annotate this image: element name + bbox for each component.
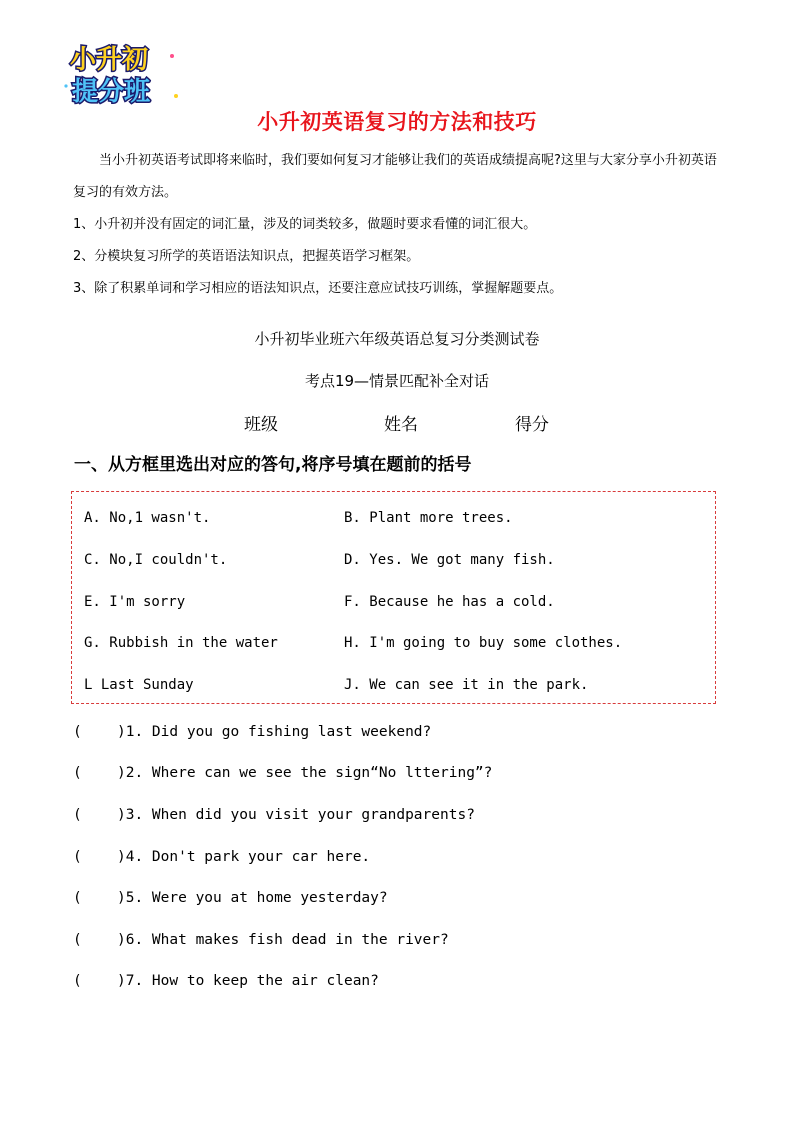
option-f: F. Because he has a cold. [344,594,555,610]
question-text-2: )2. Where can we see the sign“No lttering”? [117,765,493,781]
name-label: 姓名 [384,415,418,435]
answer-blank-1[interactable]: ( [73,724,82,740]
option-e: E. I'm sorry [84,594,186,610]
answer-blank-7[interactable]: ( [73,973,82,989]
question-text-7: )7. How to keep the air clean? [117,973,379,989]
option-h: H. I'm going to buy some clothes. [344,635,623,651]
logo-text-line1: 小升初 [70,45,149,75]
question-text-3: )3. When did you visit your grandparents? [117,807,475,823]
answer-blank-6[interactable]: ( [73,932,82,948]
option-b: B. Plant more trees. [344,510,513,526]
intro-paragraph: 当小升初英语考试即将来临时，我们要如何复习才能够让我们的英语成绩提高呢?这里与大家分享小升初英语复习的有效方法。 [73,153,717,200]
question-2 [73,765,492,781]
option-i: L Last Sunday [84,677,194,693]
intro-item-2: 2、分模块复习所学的英语语法知识点，把握英语学习框架。 [73,249,420,264]
exam-title: 小升初毕业班六年级英语总复习分类测试卷 [254,330,540,348]
answer-blank-3[interactable]: ( [73,807,82,823]
option-j: J. We can see it in the park. [344,677,589,693]
question-3 [73,807,475,823]
answer-blank-5[interactable]: ( [73,890,82,906]
question-4 [73,849,370,865]
intro-section [73,145,729,305]
logo [62,38,184,114]
intro-item-3: 3、除了积累单词和学习相应的语法知识点，还要注意应试技巧训练，掌握解题要点。 [73,281,563,296]
question-1 [73,724,431,740]
class-label: 班级 [244,415,278,435]
exam-topic: 考点19—情景匹配补全对话 [304,372,490,390]
options-box [71,491,716,704]
answer-blank-2[interactable]: ( [73,765,82,781]
section-heading: 一、从方框里选出对应的答句,将序号填在题前的括号 [74,455,472,475]
option-a: A. No,1 wasn't. [84,510,211,526]
question-7 [73,973,379,989]
page-title: 小升初英语复习的方法和技巧 [257,110,537,134]
question-text-5: )5. Were you at home yesterday? [117,890,388,906]
student-info-row [0,410,794,435]
option-g: G. Rubbish in the water [84,635,278,651]
question-6 [73,932,449,948]
question-text-1: )1. Did you go fishing last weekend? [117,724,432,740]
question-5 [73,890,388,906]
option-c: C. No,I couldn't. [84,552,228,568]
intro-item-1: 1、小升初并没有固定的词汇量，涉及的词类较多，做题时要求看懂的词汇很大。 [73,217,537,232]
question-text-6: )6. What makes fish dead in the river? [117,932,449,948]
question-text-4: )4. Don't park your car here. [117,849,371,865]
answer-blank-4[interactable]: ( [73,849,82,865]
option-d: D. Yes. We got many fish. [344,552,555,568]
score-label: 得分 [515,415,549,435]
logo-text-line2: 提分班 [72,77,151,107]
